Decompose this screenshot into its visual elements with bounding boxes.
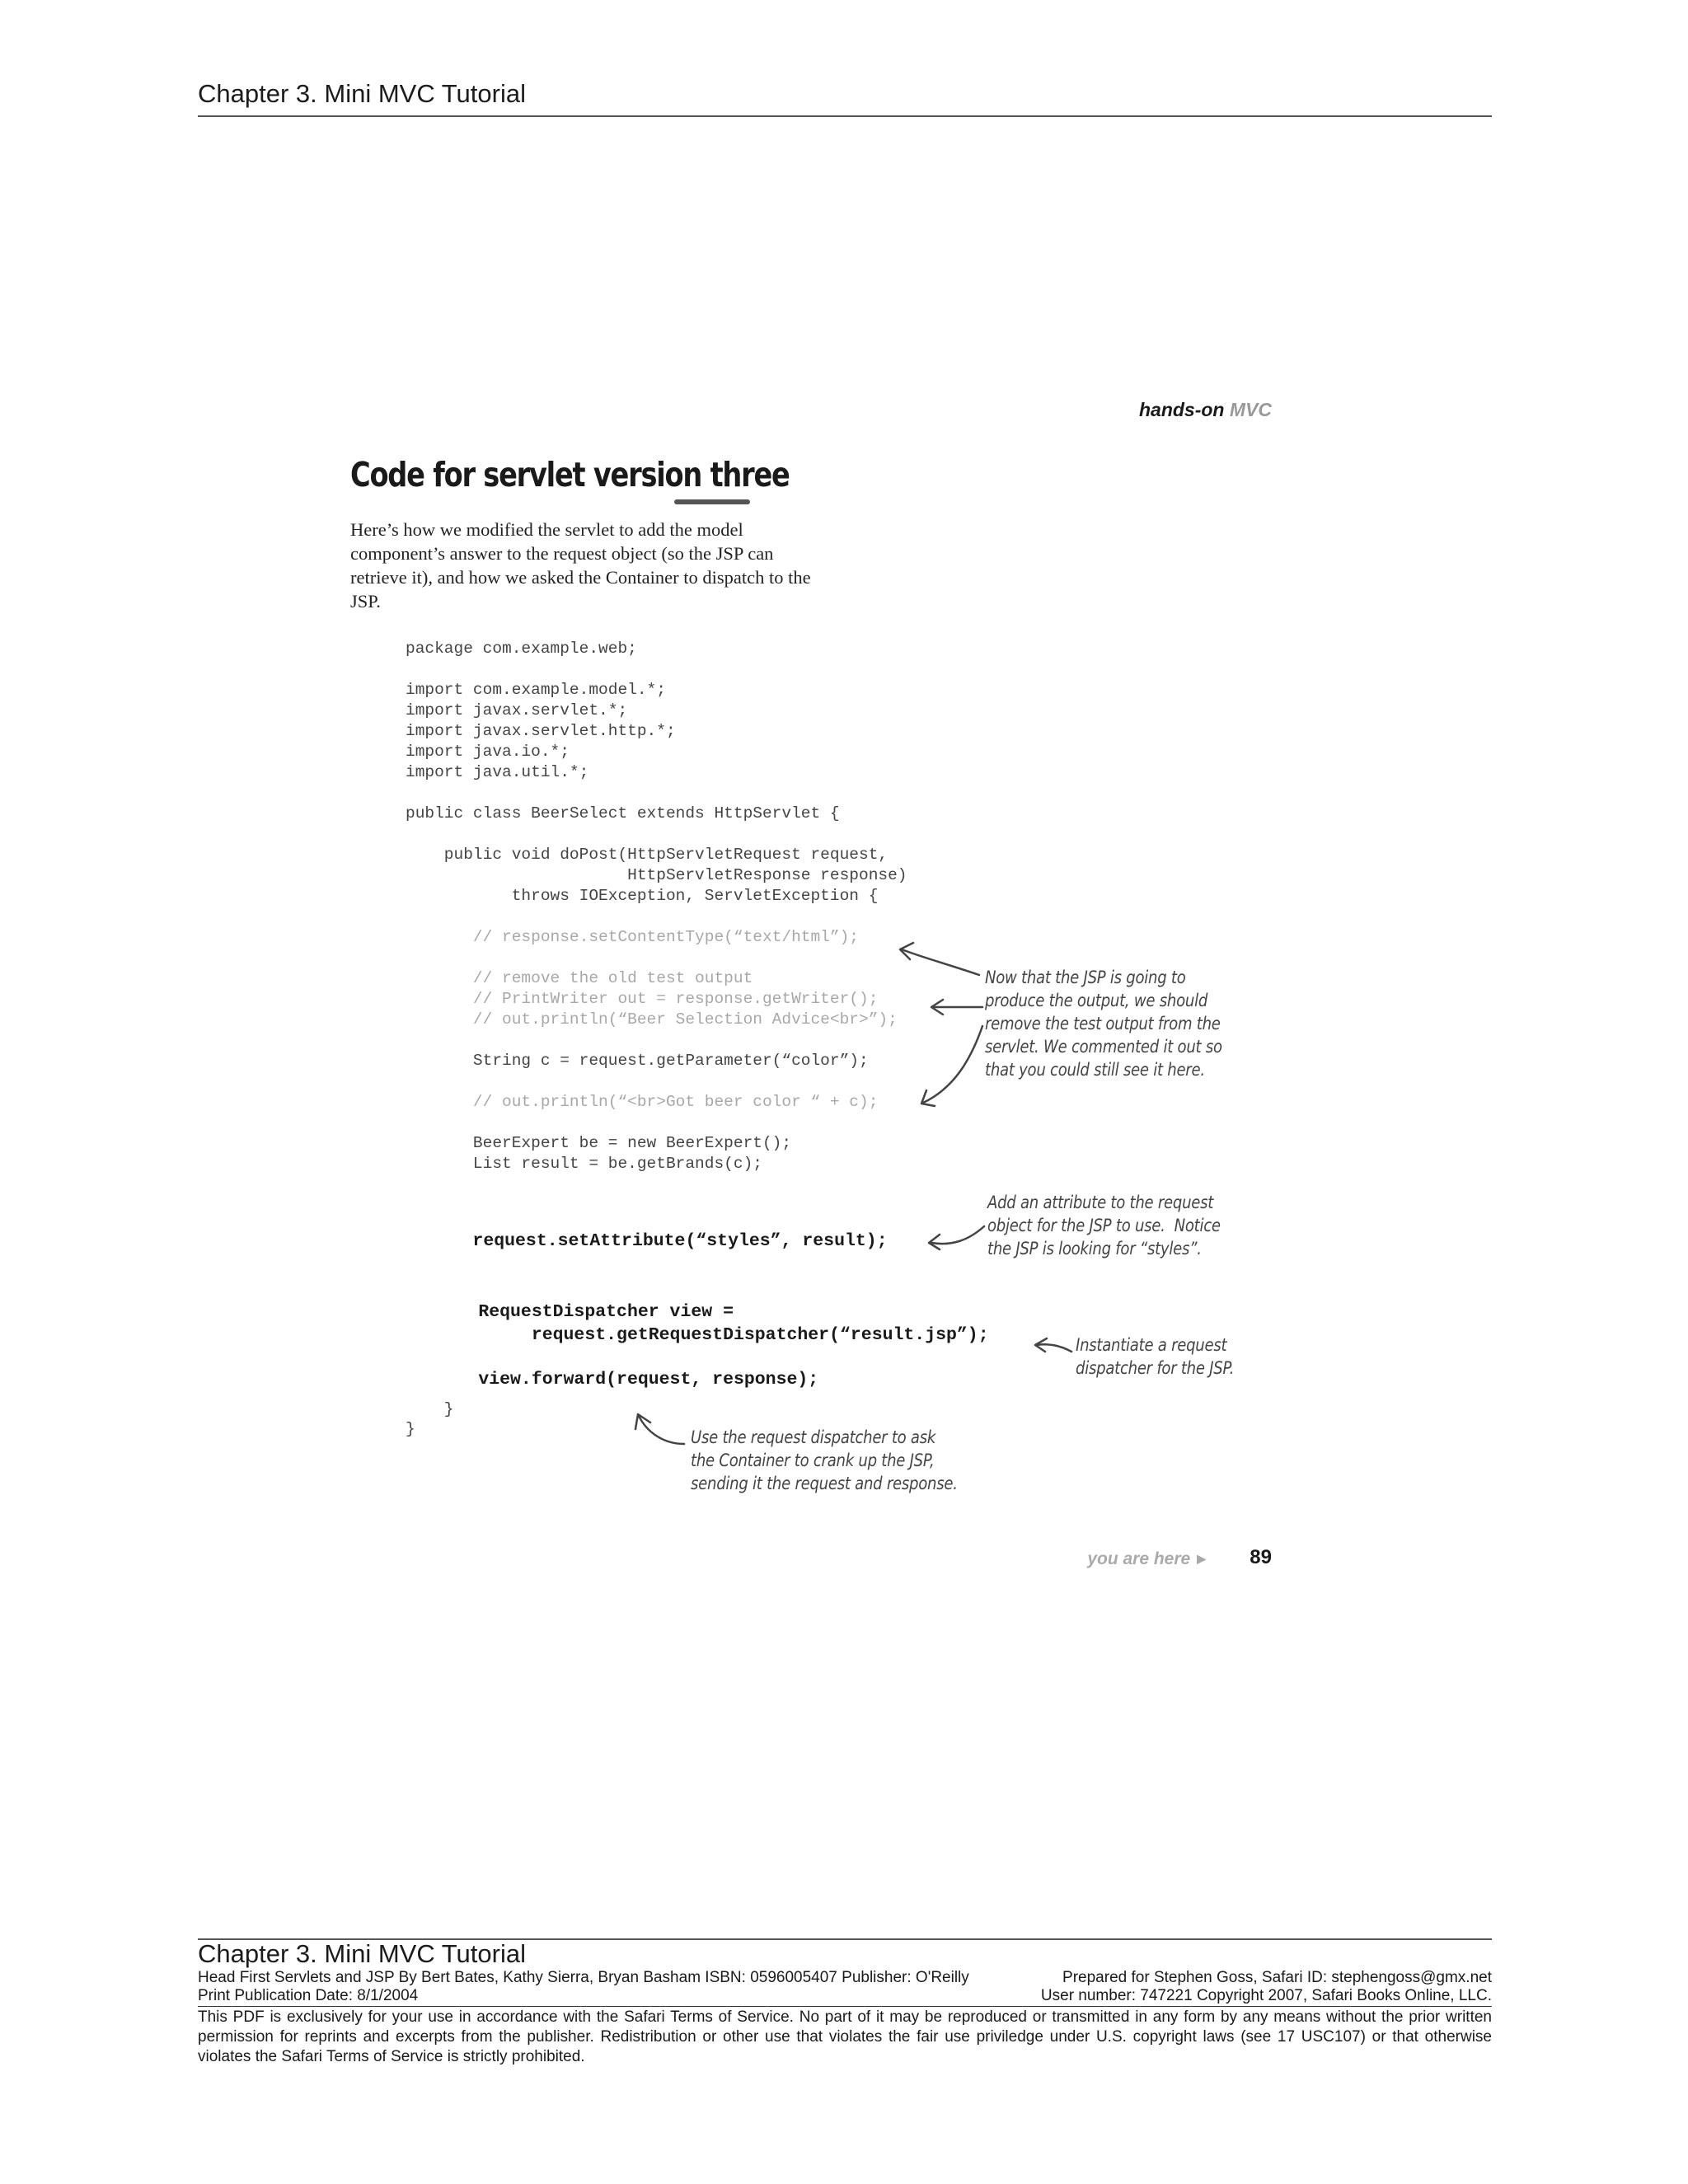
code-request-dispatcher: RequestDispatcher view = request.getRequestDispatcher(“result.jsp”); xyxy=(478,1302,989,1345)
arrow-to-request-dispatcher xyxy=(1035,1338,1071,1352)
arrow-to-content-type-comment xyxy=(900,943,979,975)
note-add-attribute: Add an attribute to the request object for the JSP to use. Notice the JSP is looking for “styles”. xyxy=(987,1193,1221,1258)
running-head: Chapter 3. Mini MVC Tutorial xyxy=(198,79,526,108)
code-method-signature: public void doPost(HttpServletRequest request, HttpServletResponse response) throws IOException, ServletException { xyxy=(443,846,907,905)
code-forward: view.forward(request, response); xyxy=(404,1370,819,1390)
note-remove-test-output: Now that the JSP is going to produce the output, we should remove the test output from the servlet. We commented it out so that you could still see it here. xyxy=(985,968,1222,1080)
page-title: Code for servlet version three xyxy=(350,455,790,494)
footer-legal-notice: This PDF is exclusively for your use in accordance with the Safari Terms of Service. No part of it may be reproduced or transmitted in any form by any means without the prior written permission for reprints and excerpts from the publisher. Redistribution or other use that violates the fair use priviledge under U.S. copyright laws (see 17 USC107) or that otherwise violates the Safari Terms of Service is strictly prohibited. xyxy=(198,2008,1492,2065)
page-number: 89 xyxy=(1250,1546,1272,1568)
triangle-right-icon: ▶ xyxy=(1197,1552,1206,1565)
code-class-declaration: public class BeerSelect extends HttpServlet { xyxy=(406,804,840,823)
section-tag xyxy=(1139,399,1272,421)
footer-publication-row xyxy=(198,1987,1492,2007)
section-tag-prefix: hands-on xyxy=(1138,399,1225,420)
note-instantiate-dispatcher: Instantiate a request dispatcher for the JSP. xyxy=(1076,1335,1235,1378)
footer-book-info: Head First Servlets and JSP By Bert Bates, Kathy Sierra, Bryan Basham ISBN: 0596005407 Publisher: O'Reilly xyxy=(198,1969,969,1986)
footer-user-number: User number: 747221 Copyright 2007, Safari Books Online, LLC. xyxy=(1040,1987,1492,2004)
code-close-method: } xyxy=(406,1400,454,1418)
intro-paragraph: Here’s how we modified the servlet to add the model component’s answer to the request object (so the JSP can retrieve it), and how we asked the Container to dispatch to the JSP. xyxy=(350,519,811,612)
note-use-dispatcher: Use the request dispatcher to ask the Container to crank up the JSP, sending it the request and response. xyxy=(691,1427,958,1493)
you-are-here-label: you are here xyxy=(1087,1549,1191,1568)
code-set-attribute: request.setAttribute(“styles”, result); xyxy=(409,1231,888,1251)
code-comment-got-color: // out.println(“<br>Got beer color “ + c); xyxy=(406,1093,879,1111)
footer-chapter-title: Chapter 3. Mini MVC Tutorial xyxy=(198,1939,526,1968)
arrow-to-forward xyxy=(635,1414,684,1444)
title-underline xyxy=(674,499,750,504)
code-package: package com.example.web; xyxy=(406,640,637,658)
code-comment-content-type: // response.setContentType(“text/html”); xyxy=(406,928,859,946)
footer-prepared-for: Prepared for Stephen Goss, Safari ID: stephengoss@gmx.net xyxy=(1062,1969,1492,1986)
arrow-to-set-attribute xyxy=(929,1226,984,1249)
code-beer-expert: BeerExpert be = new BeerExpert(); List result = be.getBrands(c); xyxy=(472,1134,792,1173)
arrow-to-got-color-comment xyxy=(921,1026,982,1106)
arrow-to-remove-comment xyxy=(931,1000,982,1015)
code-close-class: } xyxy=(406,1420,415,1438)
section-tag-suffix: MVC xyxy=(1229,399,1272,420)
code-comment-remove-output: // remove the old test output // PrintWriter out = response.getWriter(); // out.println(“Beer Selection Advice<br>”); xyxy=(472,969,898,1029)
header-rule xyxy=(198,115,1492,117)
code-get-parameter: String c = request.getParameter(“color”); xyxy=(406,1052,869,1070)
footer-book-info-row xyxy=(198,1969,1492,1987)
you-are-here-marker xyxy=(1087,1549,1206,1569)
code-imports: import com.example.model.*; import javax.servlet.*; import javax.servlet.http.*; import java.io.*; import java.util.*; xyxy=(406,681,676,781)
footer-pub-date: Print Publication Date: 8/1/2004 xyxy=(198,1987,419,2004)
